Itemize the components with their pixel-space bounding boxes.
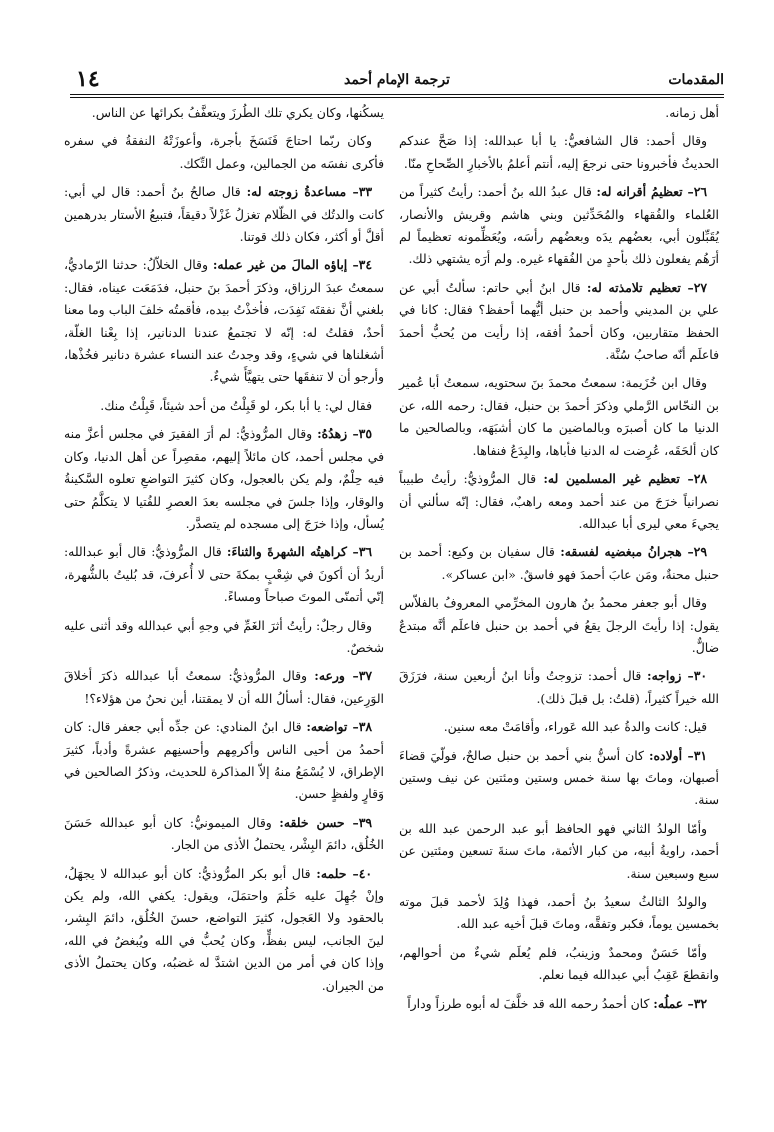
paragraph-text: وأمّا الولدُ الثاني فهو الحافظ أبو عبد الرحمن عبد الله بن أحمد، راويةُ أبيه، من كبار الأئمة، ماتَ سنةَ تسعين ومئتين عن سبع وسبعين سنة. bbox=[399, 820, 719, 881]
section-heading: ٣١– أولاده: bbox=[648, 747, 707, 763]
paragraph bbox=[399, 665, 719, 710]
paragraph-text: قال ابنُ المنادي: عن جدِّه أبي جعفر قال: كان أحمدُ من أحيى الناس وأكرمِهم وأحسنِهم عشرةً وأدباً، كثيرَ الإطراق، لا يُسْمَعُ منهُ إلاّ المذاكرة للحديث، وذكرُ الصالحين في وَقارٍ ولفظٍ حسن. bbox=[64, 719, 384, 802]
paragraph bbox=[399, 818, 719, 885]
section-heading: ٣٦– كراهيتُه الشهرةَ والثناءَ: bbox=[226, 544, 372, 560]
paragraph-text: وكان ربّما احتاجَ فَنَسَخَ بأجرة، وأعوزَتْهُ النفقةُ في سفره فأكرى نفسَه من الجمالين، وعمل التِّكك. bbox=[64, 133, 384, 171]
paragraph-text: وأمّا حَسَنٌ ومحمدٌ وزينبُ، فلم يُعلَم شيءٌ من أحوالهم، وانقطعَ عَقِبُ أبي عبدالله فيما نعلم. bbox=[399, 944, 719, 983]
paragraph-text: وقال أحمد: قال الشافعيُّ: يا أبا عبدالله: إذا صَحَّ عندكم الحديثُ فأخبرونا حتى نرجعَ إليه، أنتم أعلمُ بالأخبارِ الصِّحاحِ منّا. bbox=[399, 133, 719, 171]
paragraph bbox=[399, 993, 719, 1015]
paragraph-text: وقال المرُّوذيُّ: سمعتُ أبا عبدالله ذكرَ أخلاقَ الوَرِعين، فقال: أسألُ الله أن لا يمقتنا، أين نحنُ من هؤلاء؟! bbox=[64, 668, 384, 706]
paragraph-text: قال سفيان بن وكيع: أحمد بن حنبل محنةٌ، ومَن عابَ أحمدَ فهو فاسقٌ. «ابن عساكر». bbox=[399, 544, 719, 582]
paragraph bbox=[64, 254, 384, 388]
paragraph bbox=[64, 395, 384, 417]
paragraph bbox=[399, 745, 719, 812]
paragraph bbox=[64, 716, 384, 806]
paragraph-text: كان أحمدُ رحمه الله قد خلَّفَ له أبوه طرزاً وداراً bbox=[407, 995, 654, 1011]
paragraph-text: وقال أبو جعفر محمدُ بنُ هارون المخرِّمي المعروفُ بالفلاّس يقول: إذا رأيتَ الرجلَ يقعُ في أحمد بن حنبل فاعلَم أنَّه مبتدعٌ ضالٌّ. bbox=[399, 595, 719, 655]
paragraph-text: وقال الخلاّلُ: حدثنا الرّماديُّ، سمعتُ عبدَ الرزاق، وذكرَ أحمدَ بنَ حنبل، فدَمَعَت عيناه، فقال: بلغني أنَّ نفقتَه نَفِدَت، فأخذْتُ بيده، فأقمتُه خلفَ الباب وما معنا أحدٌ، فقلتُ له: إنّه لا تجتمعُ عندنا الدنانير، إذا بِعْنا الغلّة، أشغلناها في شيءٍ، وقد وجدتُ عند النساء عشرة دنانير فخُذْها، وأرجو أن لا تنفقَها حتى يتهيَّأَ شيءٌ. bbox=[64, 257, 384, 385]
paragraph-text: وقال ابن خُزَيمة: سمعتُ محمدَ بنَ سحتويه، سمعتُ أبا عُمير بن النحّاس الرَّملي وذكرَ أحمدَ بن حنبل، فقال: رحمه الله، عن الدنيا ما كان أصبرَه وبالماضين ما كان أشبَهَه، وبالصالحين ما كان ألحَقَه، عُرِضت له الدنيا فأباها، والبِدَعُ فنفاها. bbox=[399, 375, 719, 458]
paragraph bbox=[399, 942, 719, 987]
section-heading: ٣٧– ورعه: bbox=[314, 668, 372, 684]
paragraph bbox=[64, 812, 384, 857]
paragraph bbox=[399, 592, 719, 659]
section-title: المقدمات bbox=[668, 72, 724, 88]
paragraph-text: قال عبدُ الله بنُ أحمد: رأيتُ كثيراً من العُلماء والفُقهاء والمُحَدِّثين وبني هاشم وقريش والأنصار، يُقَبِّلون أبي، بعضُهم يدَه وبعضُهم رأسَه، ويُعَظِّمونه تعظيماً لم أرَهُم يفعلون ذلك بأحدٍ من الفُقهاء غيره. ولم أرَه يشتهي ذلك. bbox=[399, 184, 719, 267]
paragraph bbox=[64, 423, 384, 535]
section-heading: ٢٩– هجرانُ مبغضيه لفسقه: bbox=[560, 544, 707, 560]
section-heading: ٣٥– زهدُهُ: bbox=[317, 426, 372, 442]
paragraph-text: قيل: كانت والدةُ عبد الله عَوراء، وأقامَتْ معه سنين. bbox=[443, 719, 707, 735]
paragraph bbox=[399, 716, 719, 738]
paragraph-text: قال أحمد: تزوجتُ وأنا ابنُ أربعين سنة، فرَزَقَ الله خيراً كثيراً، (قلتُ: بل قبلَ ذلك). bbox=[399, 668, 719, 706]
right-column bbox=[399, 102, 719, 1021]
page-number: ١٤ bbox=[76, 66, 100, 92]
paragraph bbox=[399, 541, 719, 586]
paragraph-text: وقال رجلٌ: رأيتُ أثرَ الغَمِّ في وجهِ أبي عبدالله وقد أثنى عليه شخصٌ. bbox=[64, 617, 384, 655]
paragraph bbox=[399, 102, 719, 124]
paragraph bbox=[64, 541, 384, 608]
paragraph bbox=[64, 615, 384, 660]
section-heading: ٢٧– تعظيم تلامذته له: bbox=[586, 279, 707, 295]
paragraph-text: قال أبو بكر المرُّوذيُّ: كان أبو عبدالله لا يجهَلُ، وإنْ جُهِلَ عليه حَلُمَ واحتمَلَ، ويقول: يكفي الله، ولم يكن بالحقود ولا العَجول، كثيرَ التواضع، حسنَ الخُلُق، دائمَ البِشر، لينَ الجانب، ليس بفظٍّ، وكان يُحبُّ في الله ويُبغضُ في الله، وإذا كان في أمر من الدين اشتدَّ له غضبُه، وكان يحتملُ الأذى من الجيران. bbox=[64, 865, 384, 993]
header-rule-thin bbox=[70, 97, 724, 98]
paragraph-text: يسكُنها، وكان يكري تلك الطُرزَ ويتعفَّفُ بكرائها عن الناس. bbox=[91, 105, 384, 120]
paragraph bbox=[399, 891, 719, 936]
paragraph-text: قال المرُّوذيُّ: رأيتُ طبيباً نصرانياً خرَجَ من عند أحمد ومعه راهبٌ، فقال: إنّه سألني أن يجيءَ معي ليرى أبا عبدالله. bbox=[399, 471, 719, 531]
paragraph bbox=[399, 130, 719, 175]
section-heading: ٣٠– زواجه: bbox=[647, 668, 707, 684]
paragraph bbox=[399, 181, 719, 271]
paragraph bbox=[64, 102, 384, 124]
paragraph bbox=[64, 665, 384, 710]
section-heading: ٣٩– حسن خلقه: bbox=[279, 814, 372, 830]
paragraph-text: قال المرُّوذيُّ: قال أبو عبدالله: أريدُ أن أكونَ في شِعْبٍ بمكةَ حتى لا أُعرفَ، قد بُليتُ بالشُّهرة، إنّي أتمنّى الموتَ صباحاً ومساءً. bbox=[64, 544, 384, 605]
page-header bbox=[70, 68, 724, 94]
paragraph bbox=[399, 468, 719, 535]
section-heading: ٣٢– عملُه: bbox=[653, 995, 707, 1011]
paragraph-text: فقال لي: يا أبا بكر، لو قَبِلْتُ من أحد شيئاً، قَبِلْتُ منك. bbox=[100, 397, 372, 413]
left-column bbox=[64, 102, 384, 1003]
paragraph-text: أهل زمانه. bbox=[665, 105, 719, 120]
running-title: ترجمة الإمام أحمد bbox=[344, 72, 450, 88]
paragraph bbox=[64, 181, 384, 248]
section-heading: ٢٨– تعظيم غير المسلمين له: bbox=[543, 471, 707, 487]
paragraph bbox=[64, 130, 384, 175]
section-heading: ٣٤– إباؤه المالَ من غير عمله: bbox=[212, 257, 372, 273]
paragraph-text: قال صالحُ بنُ أحمد: قال لي أبي: كانت والدتُك في الظّلام تغزلُ غَزْلاً دقيقاً، فتبيعُ الأستار بدرهمين أقلَّ أو أكثر، فكان ذلك قوتنا. bbox=[64, 184, 384, 245]
paragraph-text: وقال الميمونيُّ: كان أبو عبدالله حَسَنَ الخُلُق، دائمَ البِشْر، يحتملُ الأذى من الجار. bbox=[64, 814, 384, 853]
header-rule bbox=[70, 94, 724, 95]
paragraph-text: وقال المرُّوذيُّ: لم أرَ الفقيرَ في مجلس أعزَّ منه في مجلس أحمد، كان مائلاً إليهم، مقصِراً عن أهل الدنيا، وكان فيه حِلْمٌ، ولم يكن بالعجول، وكان كثيرَ التواضعِ تعلوه السَّكينةُ والوقار، وإذا جلسَ في مجلسه بعدَ العصرِ للفُتيا لا يتكلَّمُ حتى يُسأل، وإذا خرَجَ إلى مسجده لم يتصدَّر. bbox=[64, 426, 384, 531]
section-heading: ٢٦– تعظيمُ أقرانه له: bbox=[596, 184, 707, 200]
section-heading: ٣٨– تواضعه: bbox=[306, 719, 372, 735]
paragraph-text: والولدُ الثالثُ سعيدُ بنُ أحمد، فهذا وُلِدَ لأحمد قبلَ موته بخمسين يوماً، فكبر وتفقَّه، وماتَ قبلَ أخيه عبد الله. bbox=[399, 894, 719, 932]
section-heading: ٤٠– حلمه: bbox=[316, 865, 373, 881]
paragraph-text: كان أسنُّ بني أحمد بن حنبل صالحٌ، فولّيَ قضاءَ أصبهان، وماتَ بها سنة خمس وستين ومئتين عن نيف وستين سنة. bbox=[399, 747, 719, 808]
paragraph bbox=[399, 277, 719, 367]
paragraph bbox=[64, 863, 384, 997]
paragraph bbox=[399, 372, 719, 462]
paragraph-text: قال ابنُ أبي حاتم: سألتُ أبي عن علي بن المديني وأحمد بن حنبل أيُّهما أحفظ؟ فقال: كانا في الحفظ متقاربين، وكان أحمدُ أفقه، إذا رأيت من يُحبُّ أحمدَ فاعلَم أنّه صاحبُ سُنَّة. bbox=[399, 279, 719, 363]
section-heading: ٣٣– مساعدةُ زوجته له: bbox=[246, 184, 372, 200]
